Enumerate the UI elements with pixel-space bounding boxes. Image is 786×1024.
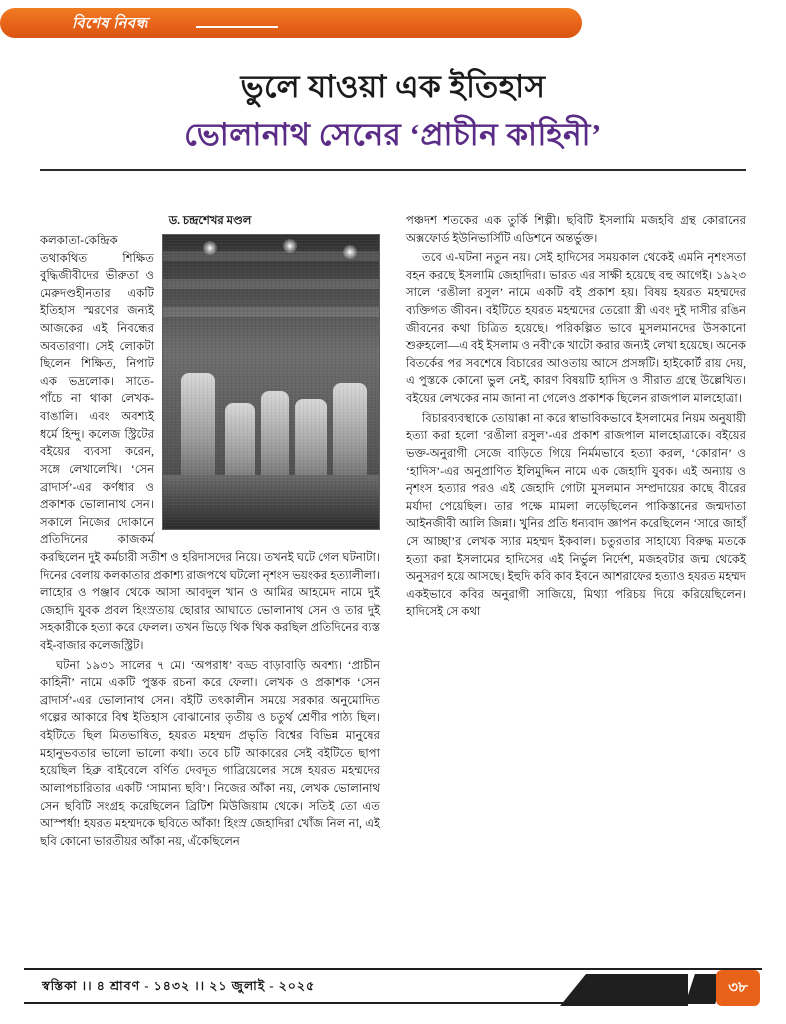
byline: ড. চন্দ্রশেখর মণ্ডল xyxy=(168,215,252,227)
headline-block xyxy=(40,68,746,171)
page-footer xyxy=(0,968,786,1024)
footer-issue-line: স্বস্তিকা ।। ৪ শ্রাবণ - ১৪৩২ ।। ২১ জুলাই - ২০২৫ xyxy=(42,979,316,993)
body-column-left xyxy=(40,232,380,852)
section-label: বিশেষ নিবন্ধ xyxy=(72,16,148,32)
headline-divider xyxy=(40,169,746,171)
ribbon-underline xyxy=(196,26,278,28)
section-ribbon xyxy=(0,8,786,42)
page-subtitle: ভোলানাথ সেনের ‘প্রাচীন কাহিনী’ xyxy=(184,116,602,152)
footer-divider xyxy=(24,968,762,970)
body-column-right xyxy=(406,212,746,623)
page-title: ভুলে যাওয়া এক ইতিহাস xyxy=(240,69,546,104)
paragraph: পঞ্চদশ শতকের এক তুর্কি শিল্পী। ছবিটি ইসলামি মজহবি গ্রন্থ কোরানের অক্সফোর্ড ইউনিভার্সিটি এডিশনে অন্তর্ভুক্ত। xyxy=(406,214,746,245)
paragraph: ঘটনা ১৯৩১ সালের ৭ মে। ‘অপরাধ’ বড্ড বাড়াবাড়ি অবশ্য। ‘প্রাচীন কাহিনী’ নামে একটি পুস্তক রচনা করে ফেলা। লেখক ও প্রকাশক ‘সেন ব্রাদার্স’-এর ভোলানাথ সেন। বইটি তৎকালীন সময়ে সরকার অনুমোদিত গল্পের আকারে বিশ্ব ইতিহাস বোঝানোর তৃতীয় ও চতুর্থ শ্রেণীর পাঠ্য ছিল। বইটিতে ছিল মিতভাষিত, হযরত মহম্মদ প্রভৃতি বিশ্বের বিভিন্ন মানুষের মহানুভবতার ভালো ভালো কথা। তবে চটি আকারের সেই বইটিতে ছাপা হয়েছিল হিব্রু বাইবেলে বর্ণিত দেবদূত গাব্রিয়েলের সঙ্গে হযরত মহম্মদের আলাপচারিতার একটি ‘সামান্য ছবি’। নিজের আঁকা নয়, লেখক ভোলানাথ সেন ছবিটি সংগ্রহ করেছিলেন ব্রিটিশ মিউজিয়াম থেকে। সতিই তো এত আস্পর্ধা! হযরত মহম্মদকে ছবিতে আঁকা! হিংস্র জেহাদিরা খোঁজ নিল না, এই ছবি কোনো ভারতীয়র আঁকা নয়, এঁকেছিলেন xyxy=(40,658,380,848)
paragraph: বিচারব্যবস্থাকে তোয়াক্কা না করে স্বাভাবিকভাবে ইসলামের নিয়ম অনুযায়ী হত্যা করা হলো ‘রঙীলা রসুল’-এর প্রকাশ রাজপাল মালহোত্রাকে। বইয়ের ভক্ত-অনুরাগী সেজে বাড়িতে গিয়ে নির্মমভাবে হত্যা করল, ‘কোরান’ ও ‘হাদিস’-এর অনুপ্রাণিত ইলিমুদ্দিন নামে এক জেহাদি যুবক। এই অন্যায় ও নৃশংস হত্যার পরও এই জেহাদি গোটা মুসলমান সম্প্রদায়ের কাছে বীরের মর্যাদা পেয়েছিল। তার পক্ষে মামলা লড়েছিলেন পাকিস্তানের জন্মদাতা আইনজীবী আলি জিন্না। খুনির প্রতি ধন্যবাদ জ্ঞাপন করেছিলেন ‘সারে জাহাঁ সে আচ্ছা’র লেখক স্যার মহম্মদ ইকবাল। চতুরতার সাহায্যে বিরুদ্ধ মতকে হত্যা করা ইসলামের হাদিসের এই নির্ভুল নির্দেশ, মজহবটার জন্ম থেকেই অনুসরণ হয়ে আসছে। ইহুদি কবি কাব ইবনে আশরাফের হত্যাও হযরত মহম্মদ একইভাবে কবির অনুরাগী সাজিয়ে, মিথ্যা পরিচয় দিয়ে করিয়েছিলেন। হাদিসেই সে কথা xyxy=(406,411,746,619)
paragraph: কলকাতা-কেন্দ্রিক তথাকথিত শিক্ষিত বুদ্ধিজীবীদের ভীরুতা ও মেরুদণ্ডহীনতার একটি ইতিহাস স্মরণের জন্যই আজকের এই নিবন্ধের অবতারণা। সেই লোকটা ছিলেন শিক্ষিত, নিপাট এক ভদ্রলোক। সাতে-পাঁচে না থাকা লেখক-বাঙালি। এবং অবশ্যই ধর্মে হিন্দু। কলেজ স্ট্রিটের বইয়ের ব্যবসা করেন, সঙ্গে লেখালেখি। ‘সেন ব্রাদার্স’-এর কর্ণধার ও প্রকাশক ভোলানাথ সেন। সকালে নিজের দোকানে প্রতিদিনের কাজকর্ম করছিলেন দুই কর্মচারী সতীশ ও হরিদাসদের নিয়ে। তখনই ঘটে গেল ঘটনাটা। দিনের বেলায় কলকাতার প্রকাশ্য রাজপথে ঘটলো নৃশংস ভয়ংকর হত্যালীলা। লাহোর ও পঞ্জাব থেকে আসা আবদুল খান ও আমির আহমেদ নামে দুই জেহাদি যুবক প্রবল হিংস্রতায় ছোরার আঘাতে ভোলানাথ সেন ও তার দুই সহকারীকে হত্যা করে ফেলল। তখন ভিড়ে থিক থিক করছিল প্রতিদিনের ব্যস্ত বই-বাজার কলেজস্ট্রিট। xyxy=(40,234,380,653)
paragraph: তবে এ-ঘটনা নতুন নয়। সেই হাদিসের সময়কাল থেকেই এমনি নৃশংসতা বহন করছে ইসলামি জেহাদিরা। ভারত এর সাক্ষী হয়েছে বহু আগেই। ১৯২৩ সালে ‘রঙীলা রসুল’ নামে একটি বই প্রকাশ হয়। বিষয় হযরত মহম্মদের ব্যক্তিগত জীবন। বইটিতে হযরত মহম্মদের তেরোা স্ত্রী এবং দুই দাসীর রঙিন জীবনের কথা চিত্রিত হয়েছে। পরিকল্পিত ভাবে মুসলমানদের উসকানো শুরুহলো—এ বই ইসলাম ও নবী'কে খাটো করার জন্যই লেখা হয়েছে। অনেক বিতর্কের পর সবশেষে বিচারের আওতায় আসে প্রসঙ্গটি। হাইকোর্ট রায় দেয়, এ পুস্তকে কোনো ভুল নেই, কারণ বিষয়টি হাদিস ও সীরাত গ্রন্থে উল্লেখিত। বইয়ের লেখকের নাম জানা না গেলেও প্রকাশক ছিলেন রাজপাল মালহোত্রা। xyxy=(406,251,746,406)
bookshop-interior-photo xyxy=(162,234,380,530)
page-number-badge: ৩৮ xyxy=(716,970,760,1006)
